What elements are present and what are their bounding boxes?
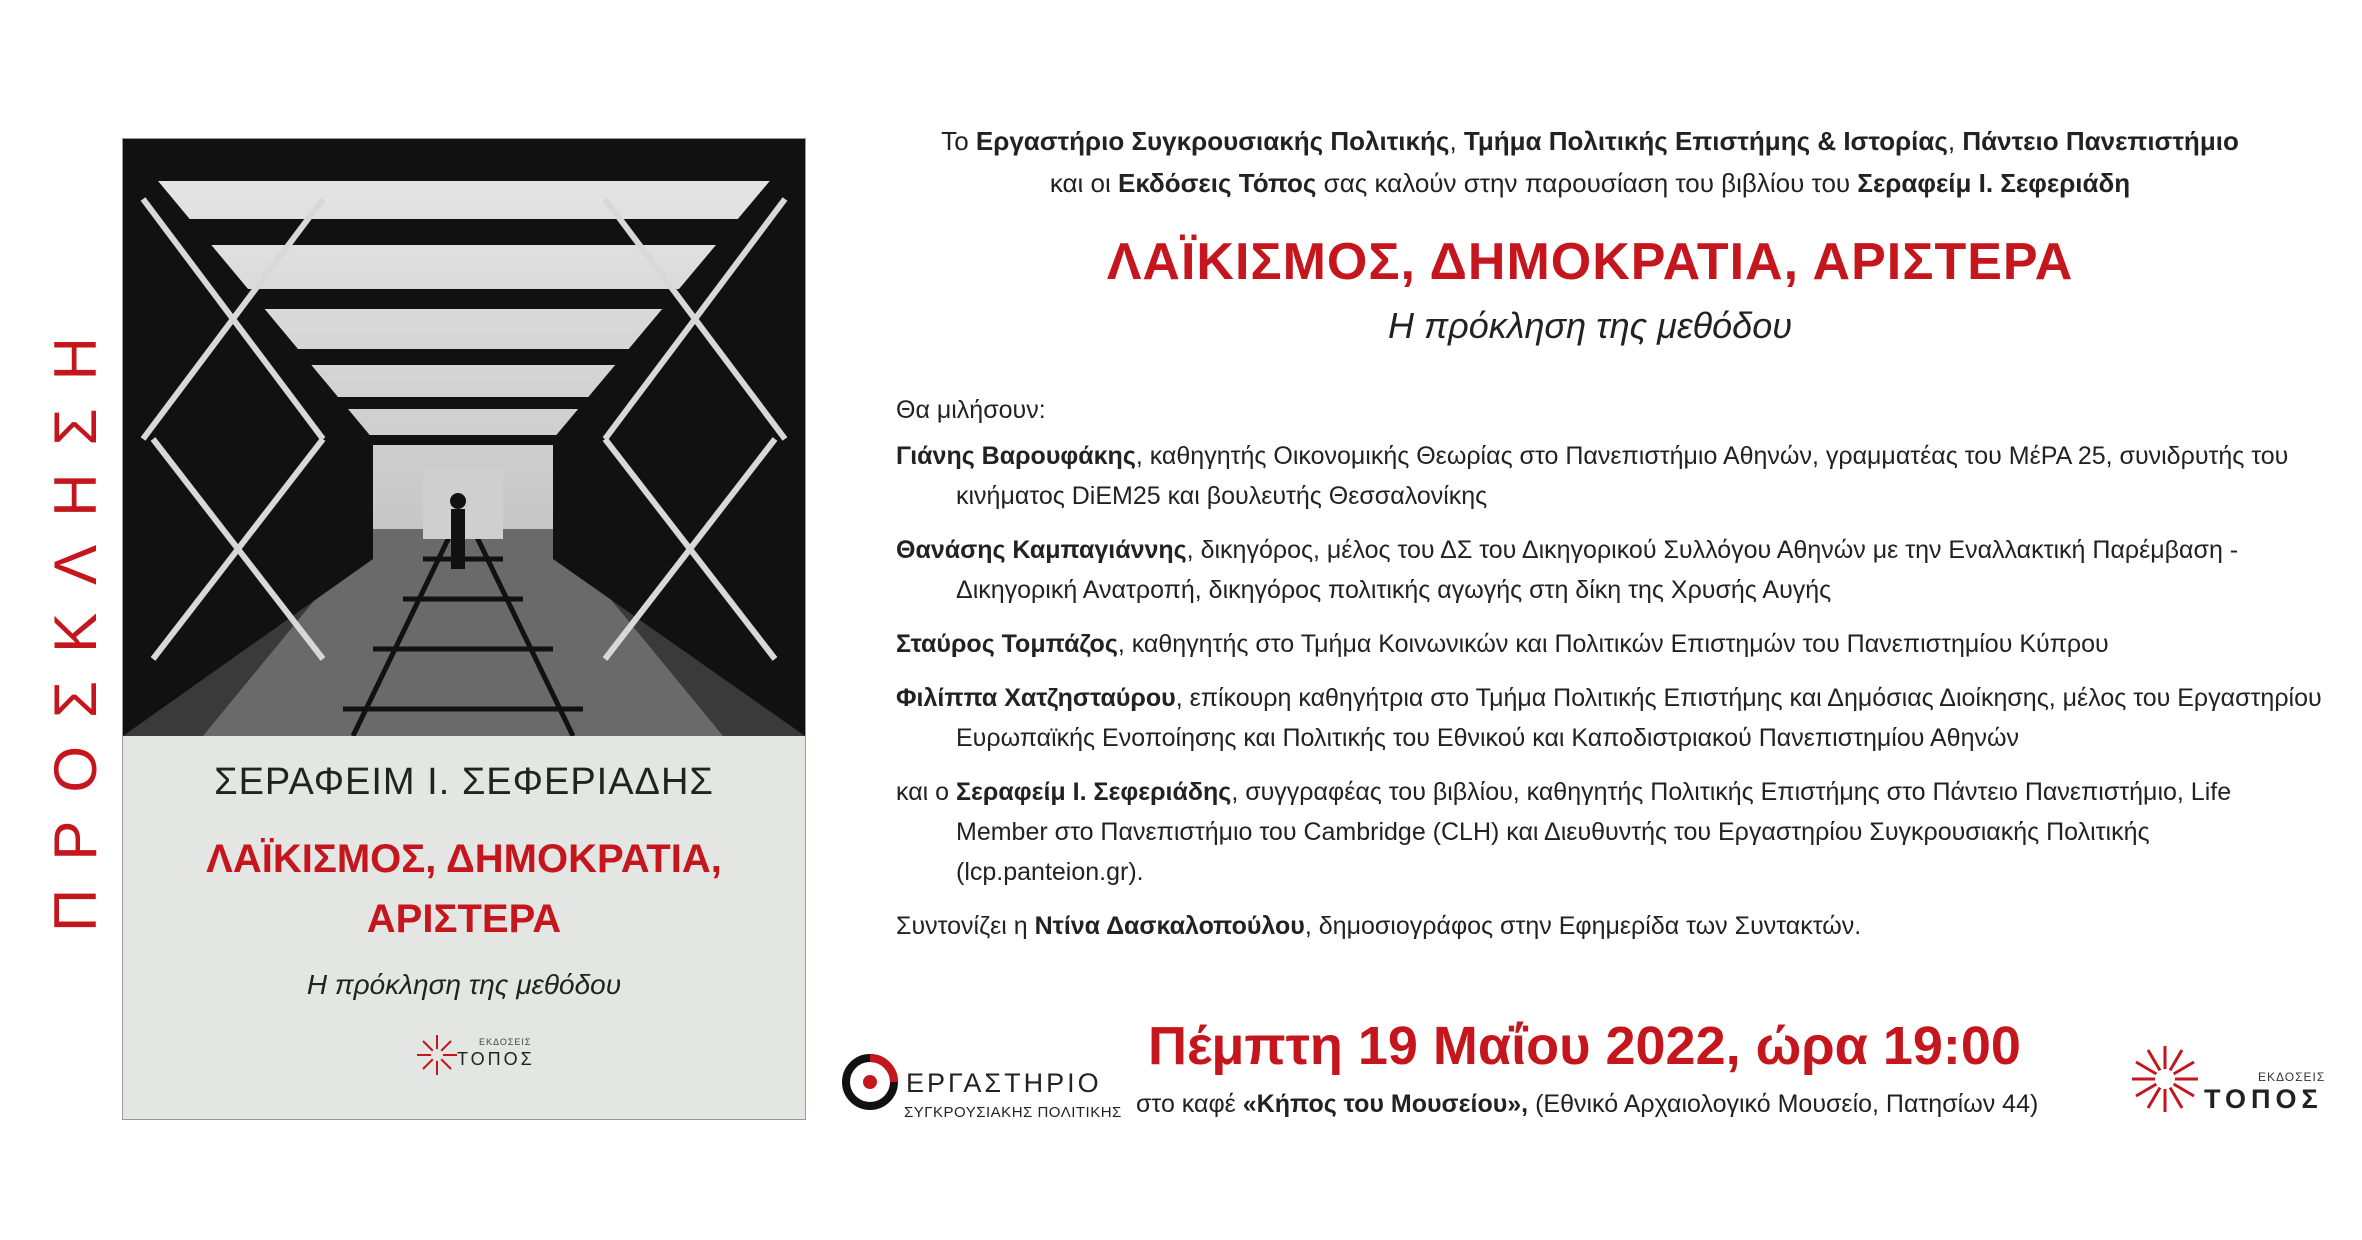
lab-logo-title: ΕΡΓΑΣΤΗΡΙΟ: [906, 1068, 1102, 1098]
topos-logo-small-text: ΕΚΔΟΣΕΙΣ: [2258, 1070, 2326, 1084]
book-title: ΛΑΪΚΙΣΜΟΣ, ΔΗΜΟΚΡΑΤΙΑ, ΑΡΙΣΤΕΡΑ: [206, 837, 722, 941]
topos-logo-icon: [2130, 1044, 2200, 1114]
speaker-item: Φιλίππα Χατζησταύρου, επίκουρη καθηγήτρια στο Τμήμα Πολιτικής Επιστήμης και Δημόσιας Διοίκησης, μέλος του Εργαστηρίου Ευρωπαϊκής Ενοποίησης και Πολιτικής του Εθνικού και Καποδιστριακού Πανεπιστημίου Αθηνών: [896, 684, 2322, 752]
intro-text: [860, 120, 2320, 204]
event-venue: στο καφέ «Κήπος του Μουσείου», (Εθνικό Αρχαιολογικό Μουσείο, Πατησίων 44): [1136, 1090, 2039, 1118]
speakers-list: [896, 390, 2326, 952]
invitation-content: [860, 0, 2320, 1240]
speaker-item: Θανάσης Καμπαγιάννης, δικηγόρος, μέλος του ΔΣ του Δικηγορικού Συλλόγου Αθηνών με την Εναλλακτική Παρέμβαση - Δικηγορική Ανατροπή, δικηγόρος πολιτικής αγωγής στη δίκη της Χρυσής Αυγής: [896, 536, 2239, 604]
speaker-item: Γιάνης Βαρουφάκης, καθηγητής Οικονομικής Θεωρίας στο Πανεπιστήμιο Αθηνών, γραμματέας του ΜέΡΑ 25, συνιδρυτής του κινήματος DiEM25 και βουλευτής Θεσσαλονίκης: [896, 442, 2289, 510]
vertical-invitation-title: ΠΡΟΣΚΛΗΣΗ: [41, 308, 109, 932]
book-subtitle: Η πρόκληση της μεθόδου: [306, 969, 622, 1000]
lab-logo-subtitle: ΣΥΓΚΡΟΥΣΙΑΚΗΣ ΠΟΛΙΤΙΚΗΣ: [904, 1104, 1122, 1121]
speakers-lead: Θα μιλήσουν:: [896, 396, 1046, 424]
speaker-item: Σταύρος Τομπάζος, καθηγητής στο Τμήμα Κοινωνικών και Πολιτικών Επιστημών του Πανεπιστημίου Κύπρου: [896, 630, 2109, 658]
topos-logo-text: ΤΟΠΟΣ: [2204, 1084, 2323, 1114]
event-subheadline: Η πρόκληση της μεθόδου: [1387, 305, 1793, 346]
speaker-item: και ο Σεραφείμ Ι. Σεφεριάδης, συγγραφέας του βιβλίου, καθηγητής Πολιτικής Επιστήμης στο Πάντειο Πανεπιστήμιο, Life Member στο Πανεπιστήμιο του Cambridge (CLH) και Διευθυντής του Εργαστηρίου Συγκρουσιακής Πολιτικής (lcp.panteion.gr).: [896, 778, 2232, 886]
book-author: ΣΕΡΑΦΕΙΜ Ι. ΣΕΦΕΡΙΑΔΗΣ: [214, 761, 714, 803]
event-headline: ΛΑΪΚΙΣΜΟΣ, ΔΗΜΟΚΡΑΤΙΑ, ΑΡΙΣΤΕΡΑ: [1106, 233, 2074, 291]
book-cover: [122, 138, 806, 1120]
bridge-photo: [123, 139, 805, 736]
topos-burst-icon: [415, 1033, 459, 1077]
event-date: Πέμπτη 19 Μαΐου 2022, ώρα 19:00: [1148, 1016, 2021, 1076]
book-logo-small-text: ΕΚΔΟΣΕΙΣ: [479, 1037, 532, 1047]
book-logo-text: ΤΟΠΟΣ: [457, 1049, 535, 1069]
moderator: Συντονίζει η Ντίνα Δασκαλοπούλου, δημοσιογράφος στην Εφημερίδα των Συντακτών.: [896, 912, 1862, 940]
lab-logo-icon: [842, 1054, 898, 1110]
intro-line-1: Το Εργαστήριο Συγκρουσιακής Πολιτικής, Τμήμα Πολιτικής Επιστήμης & Ιστορίας, Πάντειο Πανεπιστήμιο: [941, 126, 2239, 156]
intro-line-2: και οι Εκδόσεις Τόπος σας καλούν στην παρουσίαση του βιβλίου του Σεραφείμ Ι. Σεφεριάδη: [1049, 168, 2131, 198]
